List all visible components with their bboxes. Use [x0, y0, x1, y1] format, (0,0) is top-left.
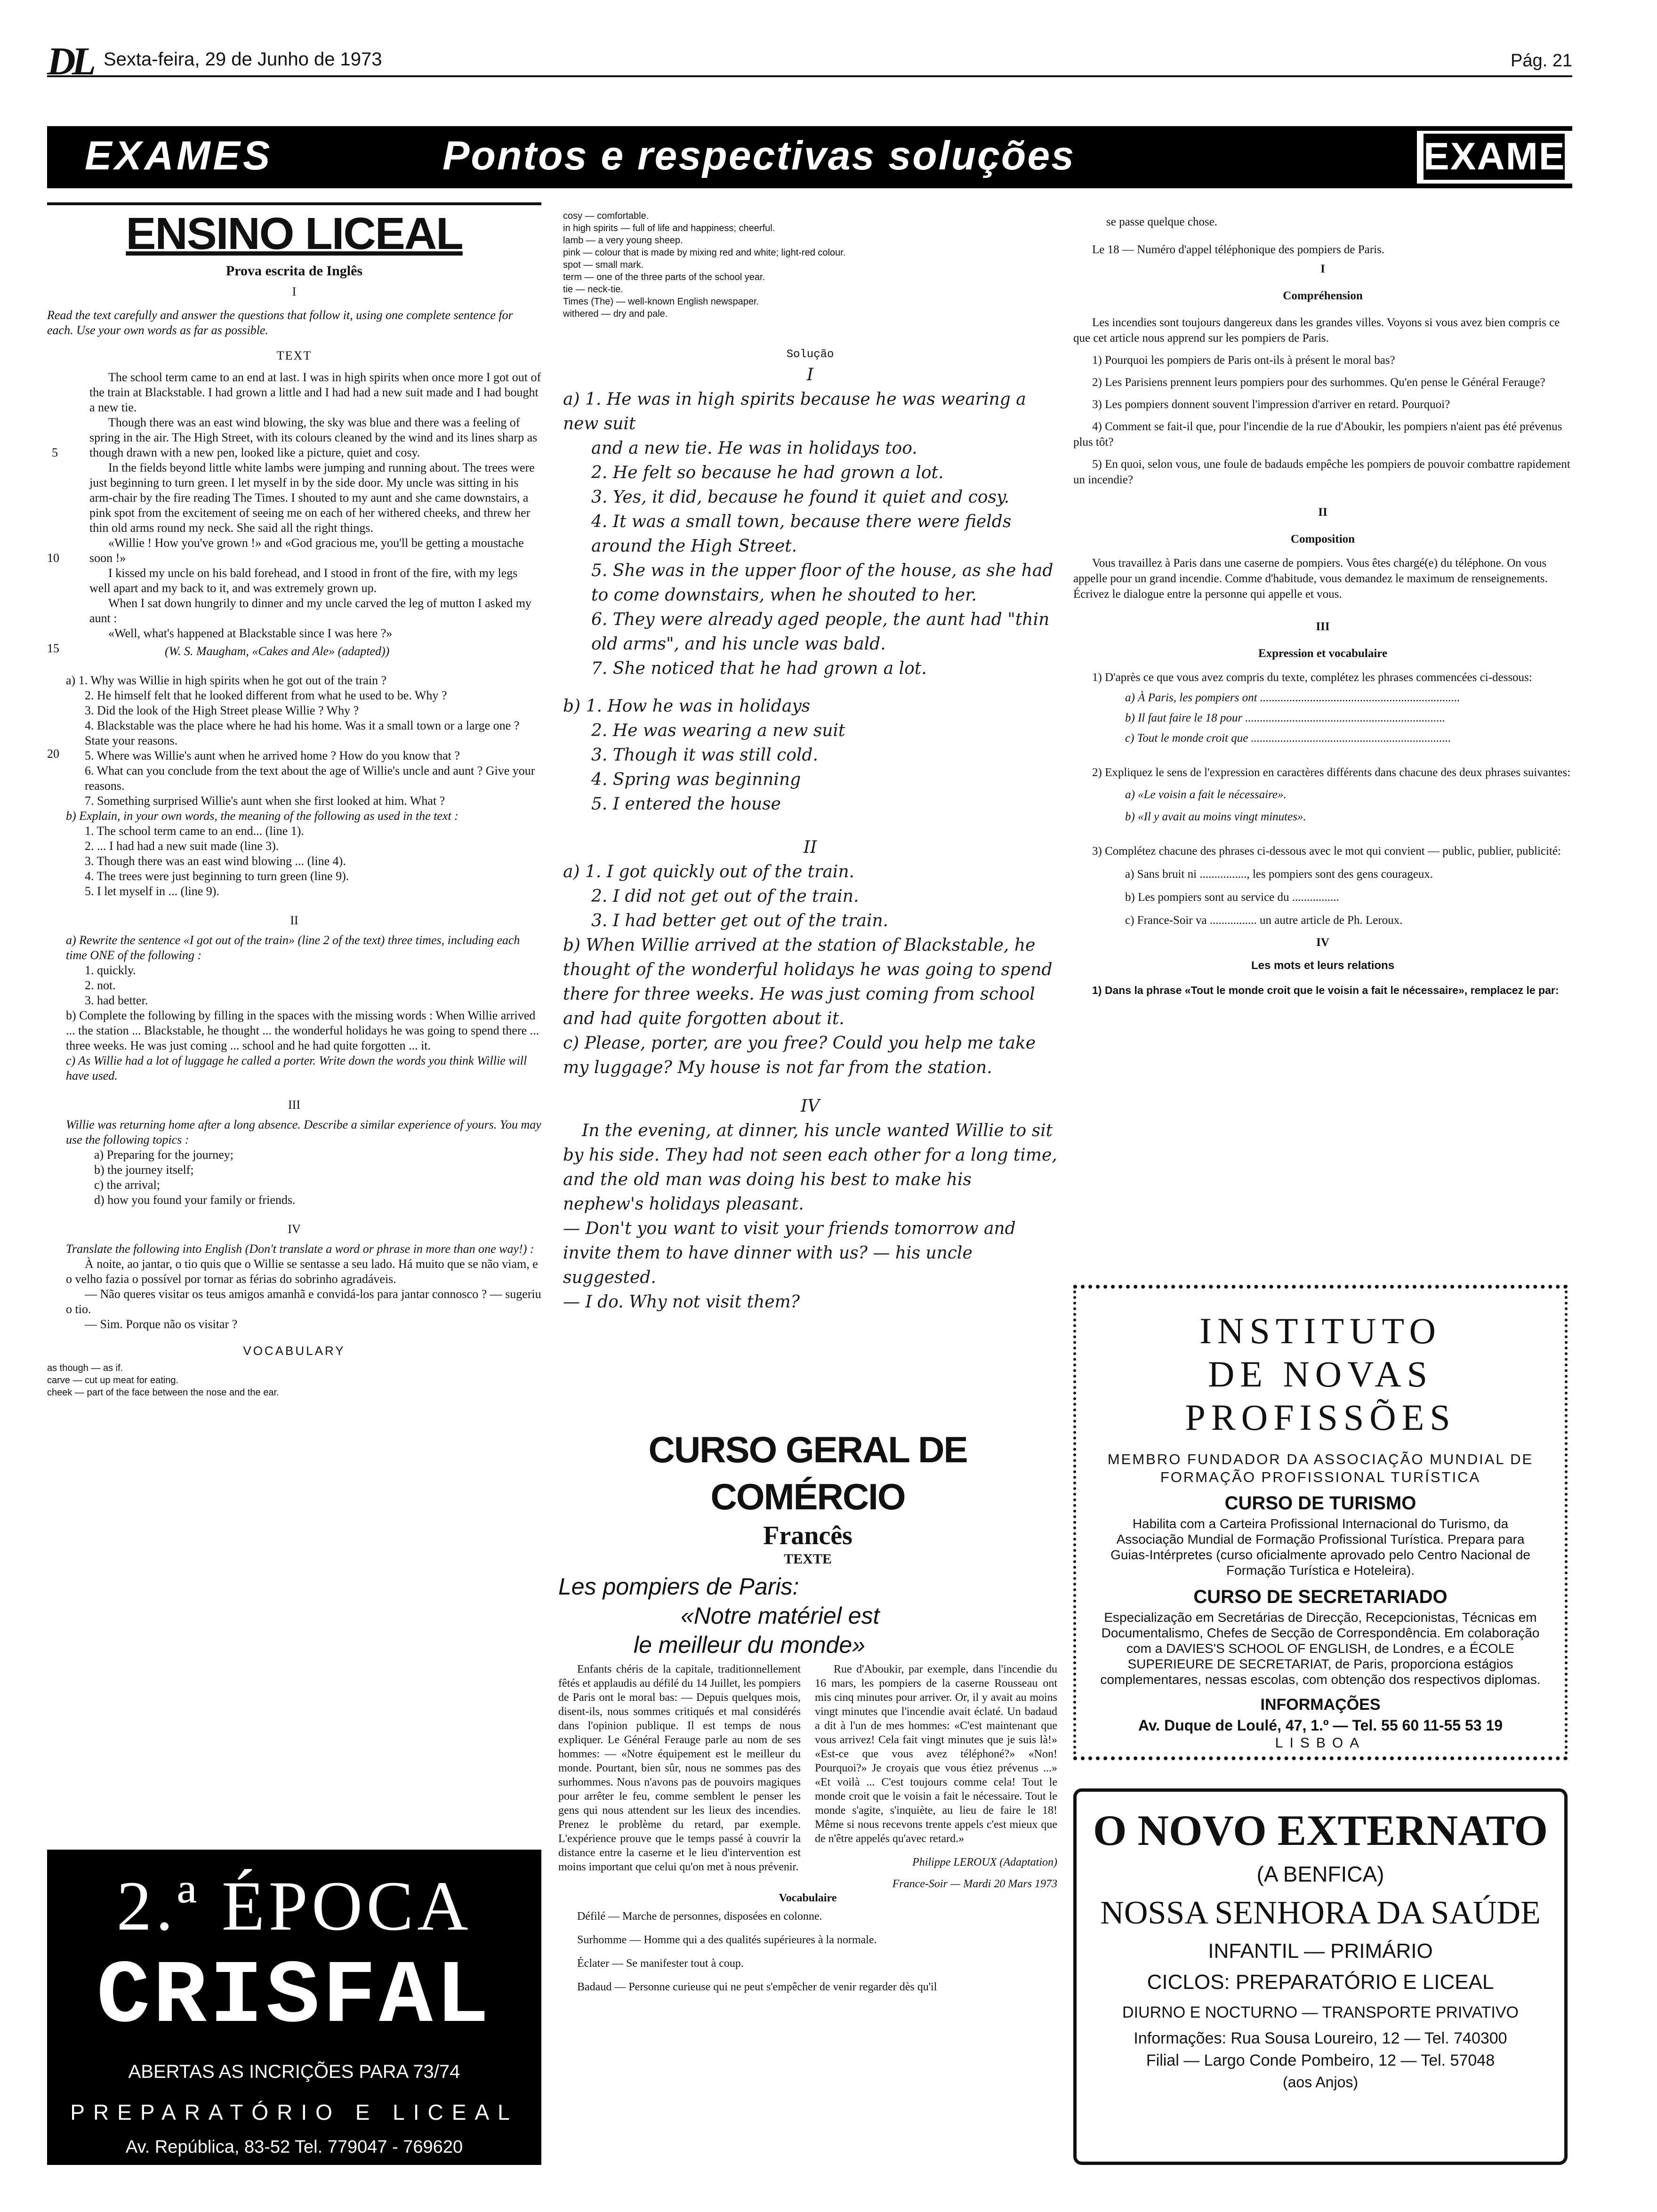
crisfal-ad — [47, 1850, 541, 2165]
question: 3) Complétez chacune des phrases ci-dessous avec le mot qui convient — public, publier, publicité: — [1092, 845, 1561, 858]
banner-right-box — [1417, 131, 1593, 184]
solution-part-i — [563, 387, 1057, 681]
newspaper-logo: DL — [47, 40, 92, 83]
solution-line: and a new tie. He was in holidays too. — [591, 439, 917, 458]
vocabulary-entry: Times (The) — well-known English newspaper. — [563, 297, 759, 307]
vocabulary-entry: as though — as if. — [47, 1363, 123, 1373]
french-exam-title: CURSO GERAL DE COMÉRCIO — [648, 1429, 967, 1517]
question: 5. Where was Willie's aunt when he arrived home ? How do you know that ? — [85, 749, 460, 762]
section-number: II — [290, 914, 298, 927]
banner-middle-title: Pontos e respectivas soluções — [442, 133, 1076, 178]
section-text: Les incendies sont toujours dangereux dans les grandes villes. Voyons si vous avez bien compris ce que cet article nous apprend sur les pompiers de Paris. — [1073, 316, 1560, 345]
question: 3. Though there was an east wind blowing ... (line 4). — [85, 854, 346, 868]
section-number: I — [292, 285, 297, 298]
ad-section-title: INFORMAÇÕES — [1260, 1696, 1381, 1714]
vocabulary-continued — [563, 210, 1053, 320]
fill-in-line: a) À Paris, les pompiers ont .................................................................... — [1125, 691, 1460, 704]
section-title: Expression et vocabulaire — [1258, 647, 1388, 660]
ad-brand: O NOVO EXTERNATO — [1093, 1806, 1548, 1854]
question: 1. The school term came to an end... (line 1). — [85, 824, 304, 838]
question-item: a) «Le voisin a fait le nécessaire». — [1125, 788, 1287, 801]
instituto-ad — [1073, 1285, 1568, 1760]
ad-text: Habilita com a Carteira Profissional Internacional do Turismo, da Associação Mundial de Formação Profissional Turística. Prepara para Guias-Intérpretes (curso oficialmente aprovado pelo Centro Nacional de Formação Turística e Hoteleira). — [1110, 1516, 1530, 1578]
article-source: France-Soir — Mardi 20 Mars 1973 — [892, 1878, 1057, 1890]
question: 1) Dans la phrase «Tout le monde croit que le voisin a fait le nécessaire», remplacez le par: — [1092, 984, 1559, 996]
line-number: 10 — [47, 551, 59, 565]
article-headline: «Notre matériel est — [681, 1603, 880, 1629]
question-item: c) the arrival; — [94, 1178, 161, 1192]
fill-in-line: a) Sans bruit ni ................, les pompiers sont des gens courageux. — [1125, 868, 1433, 881]
fill-in-line: c) France-Soir va ................ un autre article de Ph. Leroux. — [1125, 914, 1403, 927]
page-number: Pág. 21 — [1511, 51, 1572, 71]
solution-line: 2. I did not get out of the train. — [591, 887, 859, 906]
question: Willie was returning home after a long absence. Describe a similar experience of yours. You may use the following topics : — [66, 1118, 541, 1146]
solution-line: a) 1. I got quickly out of the train. — [563, 862, 854, 882]
vocabulary-entry: cosy — comfortable. — [563, 211, 649, 221]
ad-brand: DE NOVAS — [1207, 1354, 1433, 1395]
ad-text: ABERTAS AS INCRIÇÕES PARA 73/74 — [128, 2061, 460, 2082]
question: 2) Expliquez le sens de l'expression en caractères différents dans chacune des deux phrases suivantes: — [1092, 766, 1571, 779]
fill-in-line: b) Il faut faire le 18 pour .................................................................... — [1125, 712, 1446, 724]
solution-line: In the evening, at dinner, his uncle wanted Willie to sit by his side. They had not seen each other for a long time, and the old man was doing his best to make his nephew's holidays pleasant. — [563, 1121, 1057, 1214]
article-body — [558, 1662, 1057, 1891]
question-item: d) how you found your family or friends. — [94, 1193, 296, 1207]
handwritten-solution — [563, 348, 1057, 1417]
solution-line: 2. He felt so because he had grown a lot. — [591, 463, 944, 482]
solution-label: Solução — [786, 348, 834, 361]
article-column: Enfants chéris de la capitale, traditionnellement fêtés et applaudis au défilé du 14 Juillet, les pompiers de Paris ont le moral bas: — Depuis quelques mois, disent-ils, nous sommes critiqués et mal considérés dans l'opinion publique. Il est temps de nous expliquer. Le Général Ferauge parle au nom de ses hommes: — «Notre équipement est le meilleur du monde. Pourtant, bien sûr, nous ne sommes pas des surhommes. Nous n'avons pas de pouvoirs magiques pour arrêter le feu, comme semblent le penser les gens qui nous attendent sur les lieux des incendies. Prenez le problème du retard, par exemple. L'expérience prouve que le temps passé à couvrir la distance entre la caserne et le lieu d'intervention est moins important que celui qu'on met à nous prévenir. — [558, 1663, 801, 1873]
vocabulary-entry: in high spirits — full of life and happiness; cheerful. — [563, 223, 775, 233]
question: 2) Les Parisiens prennent leurs pompiers pour des surhommes. Qu'en pense le Général Ferauge? — [1092, 376, 1545, 389]
ad-text: INFANTIL — PRIMÁRIO — [1208, 1940, 1433, 1963]
text-paragraph: In the fields beyond little white lambs were jumping and running about. The trees were just beginning to turn green. I let myself in by the side door. My uncle was sitting in his arm-chair by the fire reading The Times. I shouted to my aunt and she came downstairs, a pink spot from the excitement of seeing me on each of her withered cheeks, and threw her thin old arms round my neck. She said all the right things. — [89, 461, 535, 535]
vocabulary-title: VOCABULARY — [243, 1344, 346, 1358]
vocabulary-entry: withered — dry and pale. — [563, 309, 668, 319]
text-label: TEXT — [276, 349, 312, 362]
ad-address: Av. República, 83-52 Tel. 779047 - 769620 — [125, 2137, 463, 2157]
solution-line: a) 1. He was in high spirits because he was wearing a new suit — [563, 390, 1026, 433]
question: c) As Willie had a lot of luggage he called a porter. Write down the words you think Willie will have used. — [66, 1054, 527, 1082]
vocabulary-entry: Défilé — Marche de personnes, disposées en colonne. — [577, 1910, 822, 1923]
section-title: Les mots et leurs relations — [1251, 959, 1395, 972]
solution-line: 2. He was wearing a new suit — [591, 721, 845, 740]
question: 3. Did the look of the High Street please Willie ? Why ? — [85, 704, 359, 717]
solution-part-iv — [563, 1119, 1057, 1314]
section-number: IV — [288, 1222, 301, 1236]
ad-address: Filial — Largo Conde Pombeiro, 12 — Tel. 57048 — [1146, 2052, 1495, 2069]
solution-line: c) Please, porter, are you free? Could you help me take my luggage? My house is not far from the station. — [563, 1034, 1036, 1077]
solution-line: 4. It was a small town, because there were fields around the High Street. — [591, 512, 1012, 556]
section-title: Composition — [1290, 533, 1355, 545]
ad-text: DIURNO E NOCTURNO — TRANSPORTE PRIVATIVO — [1122, 2004, 1519, 2021]
text-paragraph: Though there was an east wind blowing, the sky was blue and there was a feeling of spring in the air. The High Street, with its colours cleaned by the wind and its lines sharp as though drawn with a new pen, looked like a picture, quiet and cosy. — [89, 416, 538, 459]
vocabulary-entry: Badaud — Personne curieuse qui ne peut s'empêcher de venir regarder dès qu'il — [577, 1981, 937, 1993]
solution-line: 4. Spring was beginning — [591, 770, 801, 789]
section-text: Vous travaillez à Paris dans une caserne de pompiers. Vous êtes chargé(e) du téléphone. On vous appelle pour un grand incendie. Comme d'habitude, vous demandez le maximum de renseignements. Écrivez le dialogue entre la personne qui appelle et vous. — [1073, 557, 1548, 601]
page-header — [47, 40, 1572, 83]
instructions: Read the text carefully and answer the questions that follow it, using one complete sentence for each. Use your own words as far as possible. — [47, 308, 513, 337]
question-item: 2. not. — [85, 978, 116, 992]
ad-text: Especialização em Secretárias de Direcção, Recepcionistas, Técnicas em Documentalismo, Chefes de Secção de Correspondência. Em colaboração com a DAVIES'S SCHOOL OF ENGLISH, de Londres, e a ÉCOLE SUPERIEURE DE SECRETARIAT, de Paris, proporciona estágios complementares, nessas escolas, com obtenção dos respectivos diplomas. — [1100, 1610, 1541, 1687]
question: 3) Les pompiers donnent souvent l'impression d'arriver en retard. Pourquoi? — [1092, 398, 1450, 411]
solution-line: 3. Yes, it did, because he found it quiet and cosy. — [591, 488, 1010, 507]
french-text-label: TEXTE — [784, 1551, 832, 1567]
question-item: 3. had better. — [85, 994, 148, 1007]
section-number: III — [1316, 620, 1330, 633]
question: Translate the following into English (Don't translate a word or phrase in more than one way!) : — [66, 1242, 534, 1256]
ad-brand: NOSSA SENHORA DA SAÚDE — [1100, 1895, 1541, 1931]
part-ii — [47, 933, 541, 1083]
question: 6. What can you conclude from the text about the age of Willie's uncle and aunt ? Give your reasons. — [85, 764, 535, 793]
article-column-right — [815, 1662, 1057, 1891]
solution-line: 6. They were already aged people, the aunt had "thin old arms", and his uncle was bald. — [591, 610, 1050, 654]
article-headline: le meilleur du monde» — [634, 1632, 865, 1658]
banner-right-title: EXAMES — [1424, 134, 1565, 180]
french-subject: Francês — [763, 1521, 853, 1550]
translation-text: — Não queres visitar os teus amigos amanhã e convidá-los para jantar connosco ? — sugeriu o tio. — [66, 1287, 541, 1316]
question: 1) Pourquoi les pompiers de Paris ont-ils à présent le moral bas? — [1092, 354, 1395, 367]
solution-line: 7. She noticed that he had grown a lot. — [591, 659, 927, 678]
english-exam-column — [47, 202, 541, 1788]
solution-line: 5. I entered the house — [591, 794, 781, 814]
exam-title: ENSINO LICEAL — [126, 208, 463, 259]
french-exam — [558, 1426, 1057, 2179]
ad-brand: PROFISSÕES — [1185, 1397, 1456, 1438]
article-headline: Les pompiers de Paris: — [558, 1573, 799, 1600]
question: 2. He himself felt that he looked different from what he used to be. Why ? — [85, 689, 447, 702]
translation-text: — Sim. Porque não os visitar ? — [85, 1317, 238, 1331]
question-item: b) «Il y avait au moins vingt minutes». — [1125, 810, 1306, 823]
question: 5) En quoi, selon vous, une foule de badauds empêche les pompiers de pouvoir combattre rapidement un incendie? — [1073, 458, 1570, 486]
exam-subtitle: Prova escrita de Inglês — [225, 263, 363, 279]
question: 5. I let myself in ... (line 9). — [85, 884, 219, 898]
question: b) Complete the following by filling in the spaces with the missing words : When Willie arrived ... the station ... Blackstable, he thought ... the wonderful holidays he was going to spend there ... three weeks. He was just coming ... school and he had quite forgotten ... it. — [66, 1009, 539, 1052]
text-paragraph: «Willie ! How you've grown !» and «God gracious me, you'll be getting a moustache soon !» — [89, 536, 524, 565]
ad-text: CICLOS: PREPARATÓRIO E LICEAL — [1147, 1971, 1494, 1994]
question: 1) D'après ce que vous avez compris du texte, complétez les phrases commencées ci-dessous: — [1092, 671, 1532, 684]
solution-line: — I do. Why not visit them? — [563, 1292, 800, 1312]
question: 7. Something surprised Willie's aunt when she first looked at him. What ? — [85, 794, 445, 808]
ad-brand: CRISFAL — [96, 1947, 492, 2048]
section-number: III — [288, 1098, 300, 1112]
solution-part-i-b — [563, 694, 1057, 817]
french-vocab-list — [558, 1905, 1057, 1999]
externato-ad — [1073, 1788, 1568, 2165]
question: a) Rewrite the sentence «I got out of the train» (line 2 of the text) three times, including each time ONE of the following : — [66, 933, 520, 962]
solution-line: b) 1. How he was in holidays — [563, 697, 811, 716]
vocabulary-entry: tie — neck-tie. — [563, 284, 623, 295]
section-number: I — [1320, 263, 1325, 275]
section-banner — [47, 126, 1593, 188]
solution-line: 5. She was in the upper floor of the house, as she had to come downstairs, when he shouted to her. — [591, 561, 1054, 605]
question: a) 1. Why was Willie in high spirits when he got out of the train ? — [66, 673, 387, 687]
question: 4. The trees were just beginning to turn green (line 9). — [85, 869, 349, 883]
question-b-intro: b) Explain, in your own words, the meaning of the following as used in the text : — [66, 809, 458, 823]
ad-brand: INSTITUTO — [1199, 1310, 1441, 1351]
ad-text: PREPARATÓRIO E LICEAL — [70, 2100, 518, 2124]
line-number: 20 — [47, 747, 59, 761]
section-number: II — [1318, 506, 1327, 519]
questions-a — [47, 673, 541, 899]
vocabulary-entry: term — one of the three parts of the school year. — [563, 272, 765, 282]
vocabulary-entry: Surhomme — Homme qui a des qualités supérieures à la normale. — [577, 1934, 877, 1946]
vocabulary-entry: Le 18 — Numéro d'appel téléphonique des pompiers de Paris. — [1092, 243, 1385, 256]
line-number: 15 — [47, 641, 59, 655]
line-number: 5 — [52, 446, 58, 459]
section-number: IV — [800, 1097, 820, 1116]
ad-text: (A BENFICA) — [1256, 1862, 1384, 1886]
text-paragraph: When I sat down hungrily to dinner and my uncle carved the leg of mutton I asked my aunt : — [89, 596, 531, 625]
ad-city: LISBOA — [1275, 1735, 1366, 1751]
section-number: IV — [1316, 936, 1329, 949]
french-exam-continued — [1073, 214, 1572, 1264]
solution-line: b) When Willie arrived at the station of Blackstable, he thought of the wonderful holidays he was going to spend there for three weeks. He was just coming from school and had quite forgotten about it. — [563, 936, 1053, 1028]
solution-line: 3. Though it was still cold. — [591, 745, 818, 765]
translation-text: À noite, ao jantar, o tio quis que o Willie se sentasse a seu lado. Há muito que se não viam, e o velho fazia o possível por tornar as férias do sobrinho agradáveis. — [66, 1257, 538, 1286]
question-item: 1. quickly. — [85, 963, 136, 977]
ad-section-title: CURSO DE TURISMO — [1224, 1493, 1416, 1514]
vocabulary-entry: spot — small mark. — [563, 260, 644, 270]
article-author: Philippe LEROUX (Adaptation) — [912, 1856, 1057, 1868]
solution-part-ii — [563, 860, 1057, 1080]
question-item: a) Preparing for the journey; — [94, 1148, 234, 1162]
part-iv — [47, 1242, 541, 1332]
solution-line: — Don't you want to visit your friends tomorrow and invite them to have dinner with us? — his uncle suggested. — [563, 1219, 1016, 1287]
text-source: (W. S. Maugham, «Cakes and Ale» (adapted)) — [165, 644, 390, 658]
ad-text: MEMBRO FUNDADOR DA ASSOCIAÇÃO MUNDIAL DE FORMAÇÃO PROFISSIONAL TURÍSTICA — [1107, 1451, 1534, 1485]
ad-headline: 2.ª ÉPOCA — [116, 1867, 472, 1945]
vocabulary-list — [47, 1362, 541, 1399]
ad-address: (aos Anjos) — [1282, 2074, 1359, 2091]
question: 4) Comment se fait-il que, pour l'incendie de la rue d'Aboukir, les pompiers n'aient pas été prévenus plus tôt? — [1073, 420, 1562, 449]
solution-line: 3. I had better get out of the train. — [591, 911, 888, 930]
section-number: II — [803, 838, 817, 857]
article-column: Rue d'Aboukir, par exemple, dans l'incendie du 16 mars, les pompiers de la caserne Rousseau ont mis cinq minutes pour arriver. Or, il y avait au moins vingt minutes que l'incendie avait éclaté. Un badaud a dit à l'un de mes hommes: «C'est maintenant que vous arrivez! Cela fait vingt minutes que je suis là!» «Est-ce que vous avez téléphoné?» «Non! Pourquoi?» Je croyais que vous étiez prévenus ...» «Et voilà ... C'est toujours comme cela! Tout le monde croit que le voisin a fait le nécessaire. Tout le monde s'agite, s'inquiète, au lieu de faire le 18! Même si nous recevons trente appels c'est mieux que de n'être appelés qu'avec retard.» — [815, 1663, 1057, 1845]
part-iii — [47, 1117, 541, 1208]
vocabulary-entry: cheek — part of the face between the nose and the ear. — [47, 1387, 279, 1398]
banner-left-title: EXAMES — [85, 133, 273, 178]
text-paragraph: «Well, what's happened at Blackstable since I was here ?» — [108, 626, 393, 640]
issue-date: Sexta-feira, 29 de Junho de 1973 — [104, 49, 382, 70]
column-top-rule — [47, 202, 541, 205]
fill-in-line: c) Tout le monde croit que .................................................................... — [1125, 732, 1451, 745]
question: 2. ... I had had a new suit made (line 3). — [85, 839, 279, 853]
section-number: I — [806, 365, 814, 385]
vocabulary-entry: pink — colour that is made by mixing red and white; light-red colour. — [563, 248, 846, 258]
vocabulary-entry: Éclater — Se manifester tout à coup. — [577, 1957, 744, 1970]
fill-in-line: b) Les pompiers sont au service du ................ — [1125, 891, 1339, 904]
ad-address: Av. Duque de Loulé, 47, 1.º — Tel. 55 60 11-55 53 19 — [1138, 1717, 1503, 1734]
question: 4. Blackstable was the place where he had his home. Was it a small town or a large one ? State your reasons. — [85, 719, 520, 747]
ad-section-title: CURSO DE SECRETARIADO — [1193, 1587, 1448, 1607]
vocabulary-entry: carve — cut up meat for eating. — [47, 1375, 179, 1386]
question-item: b) the journey itself; — [94, 1163, 194, 1177]
vocabulary-entry: lamb — a very young sheep. — [563, 235, 683, 246]
ad-address: Informações: Rua Sousa Loureiro, 12 — Tel. 740300 — [1134, 2029, 1507, 2047]
vocabulary-entry: se passe quelque chose. — [1106, 216, 1218, 228]
text-paragraph: The school term came to an end at last. I was in high spirits when once more I got out of the train at Blackstable. I had grown a little and I had had a new suit made and I had bought a new tie. — [89, 370, 541, 414]
french-vocab-title: Vocabulaire — [779, 1892, 837, 1904]
text-paragraph: I kissed my uncle on his bald forehead, and I stood in front of the fire, with my legs well apart and my back to it, and was extremely grown up. — [89, 566, 518, 595]
section-title: Compréhension — [1283, 289, 1363, 302]
